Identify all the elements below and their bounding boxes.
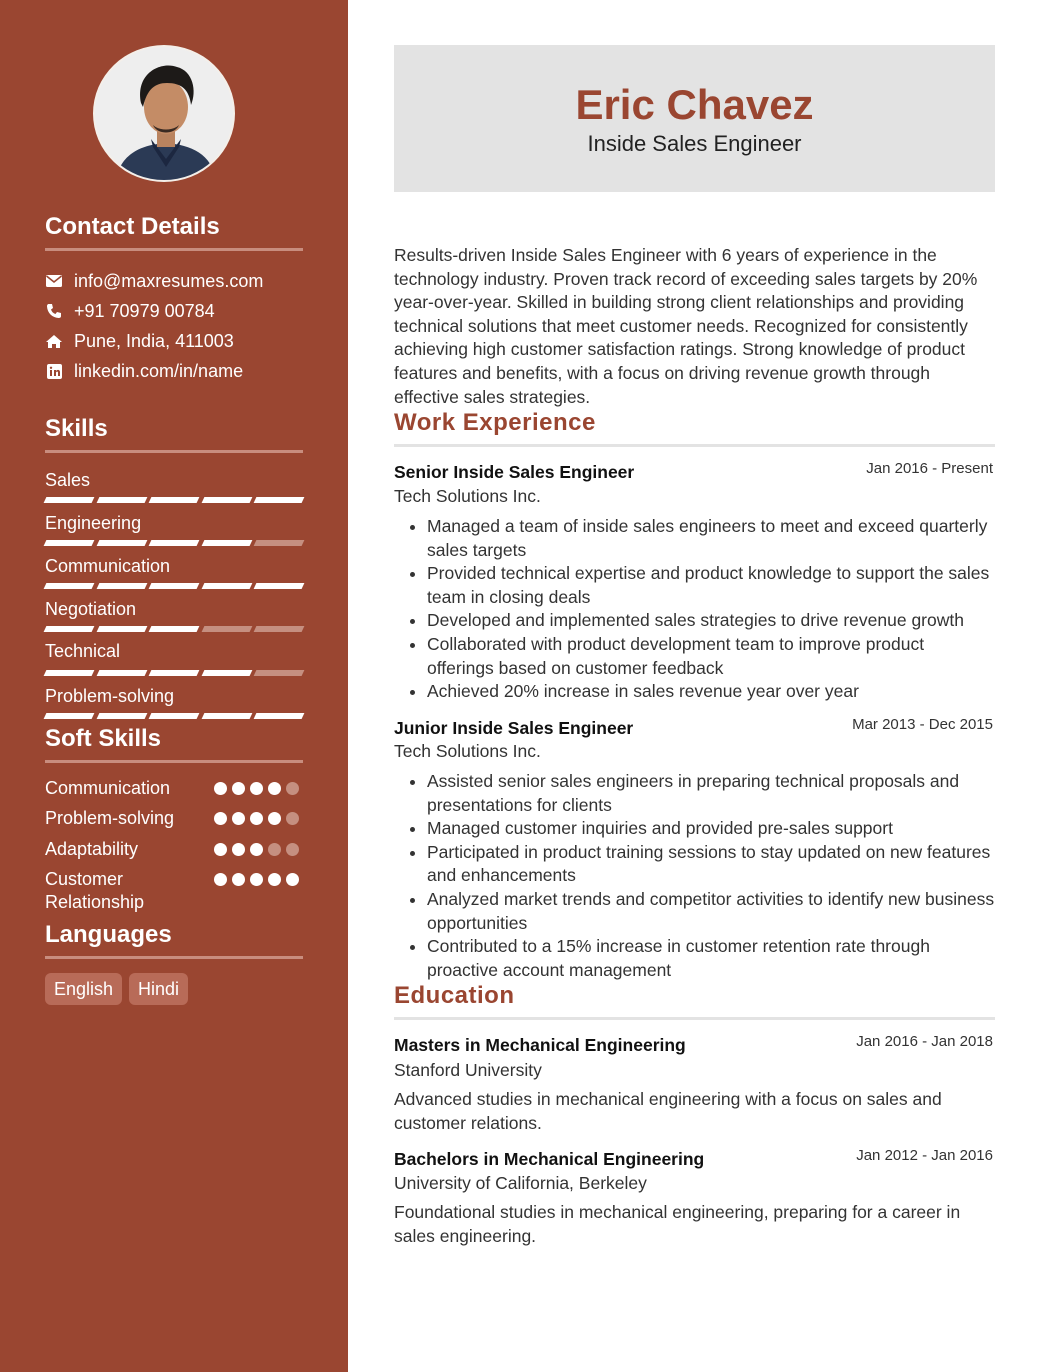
rating-dot [268,812,281,825]
skill-segment [201,540,251,546]
skill-bar [45,713,303,719]
job-title: Junior Inside Sales Engineer [394,718,634,738]
contact-email[interactable] [45,270,263,292]
skill-label: Technical [45,641,121,661]
candidate-name: Eric Chavez [575,81,814,128]
job-bullet: • Assisted senior sales engineers in preparing technical proposals and presentations for clients [427,770,995,817]
job-bullet: • Provided technical expertise and product knowledge to support the sales team in closing deals [427,562,995,609]
skill-segment [149,540,199,546]
rating-dot [232,873,245,886]
soft-skill-label: Customer Relationship [45,869,145,912]
contact-heading: Contact Details [45,212,303,251]
rating-dot [214,843,227,856]
rating-dot [214,812,227,825]
skill-segment [96,713,146,719]
skill-bar [45,540,303,546]
edu-dates: Jan 2012 - Jan 2016 [856,1147,993,1164]
skill-label: Negotiation [45,599,137,619]
skill-segment [44,540,94,546]
edu-degree: Bachelors in Mechanical Engineering [394,1149,705,1169]
avatar [93,45,235,182]
edu-degree: Masters in Mechanical Engineering [394,1035,686,1055]
soft-skill-rating [214,812,299,825]
contact-email-text: info@maxresumes.com [74,270,264,291]
skill-bar [45,670,303,676]
skill-segment [44,583,94,589]
soft-skill-label: Communication [45,778,171,798]
contact-phone-text: +91 70979 00784 [74,300,215,321]
contact-address [45,330,234,352]
skill-segment [149,670,199,676]
skill-label: Communication [45,556,171,576]
edu-school: Stanford University [394,1060,542,1080]
skill-label: Engineering [45,513,142,533]
soft-skills-heading: Soft Skills [45,724,303,763]
soft-skill-rating [214,843,299,856]
skill-segment [149,626,199,632]
rating-dot [232,812,245,825]
rating-dot [268,873,281,886]
rating-dot [232,843,245,856]
edu-description: Advanced studies in mechanical engineering with a focus on sales and customer relations. [394,1089,942,1133]
rating-dot [286,812,299,825]
work-experience-heading: Work Experience [394,408,995,447]
skill-segment [149,497,199,503]
skill-label: Sales [45,470,91,490]
rating-dot [268,843,281,856]
job-bullet: • Managed customer inquiries and provided pre-sales support [427,817,995,841]
sidebar [0,0,348,1372]
rating-dot [250,843,263,856]
job-bullets [394,770,995,982]
skill-segment [149,713,199,719]
job-bullet: • Managed a team of inside sales engineers to meet and exceed quarterly sales targets [427,515,995,562]
soft-skill-rating [214,873,299,886]
job-bullet: • Analyzed market trends and competitor activities to identify new business opportunities [427,888,995,935]
skill-segment [201,583,251,589]
skill-segment [149,583,199,589]
skill-segment [44,670,94,676]
skill-segment [44,497,94,503]
job-bullet: • Contributed to a 15% increase in customer retention rate through proactive account management [427,935,995,982]
candidate-title: Inside Sales Engineer [587,131,802,156]
skill-segment [254,583,304,589]
skill-segment [96,497,146,503]
contact-phone[interactable] [45,300,215,322]
skill-bar [45,583,303,589]
job-bullet: • Collaborated with product development team to improve product offerings based on customer feedback [427,633,995,680]
language-tag: English [45,973,122,1005]
skill-segment [254,713,304,719]
skill-bar [45,626,303,632]
job-dates: Mar 2013 - Dec 2015 [852,716,993,733]
skill-segment [96,583,146,589]
phone-icon [45,302,63,320]
rating-dot [286,873,299,886]
skill-segment [44,713,94,719]
name-header [394,45,995,192]
languages-heading: Languages [45,920,303,959]
job-bullets [394,515,995,704]
contact-linkedin-text: linkedin.com/in/name [74,360,244,381]
rating-dot [214,873,227,886]
education-heading: Education [394,981,995,1020]
contact-address-text: Pune, India, 411003 [74,330,234,351]
job-dates: Jan 2016 - Present [866,460,993,477]
home-icon [45,332,63,350]
rating-dot [268,782,281,795]
job-title: Senior Inside Sales Engineer [394,462,635,482]
soft-skill-label: Problem-solving [45,808,175,828]
edu-description: Foundational studies in mechanical engineering, preparing for a career in sales engineering. [394,1202,961,1246]
contact-linkedin[interactable] [45,360,243,382]
skill-segment [201,497,251,503]
skill-segment [254,626,304,632]
skill-segment [201,626,251,632]
skills-heading: Skills [45,414,303,453]
rating-dot [250,782,263,795]
job-company: Tech Solutions Inc. [394,741,541,761]
profile-photo [95,47,235,182]
soft-skill-label: Adaptability [45,839,139,859]
job-bullet: • Achieved 20% increase in sales revenue year over year [427,680,995,704]
rating-dot [214,782,227,795]
rating-dot [232,782,245,795]
skill-segment [254,540,304,546]
job-bullet: • Participated in product training sessions to stay updated on new features and enhancements [427,841,995,888]
profile-summary: Results-driven Inside Sales Engineer with 6 years of experience in the technology industry. Proven track record of exceeding sales targets by 20% year-over-year. Skilled in building strong client relationships and providing technical solutions that meet customer needs. Recognized for consistently achieving high customer satisfaction ratings. Strong knowledge of product features and benefits, with a focus on driving revenue growth through effective sales strategies. [394,245,978,407]
skill-bar [45,497,303,503]
rating-dot [286,843,299,856]
rating-dot [286,782,299,795]
envelope-icon [45,272,63,290]
skill-segment [96,670,146,676]
job-company: Tech Solutions Inc. [394,486,541,506]
skill-segment [96,626,146,632]
edu-school: University of California, Berkeley [394,1173,647,1193]
edu-dates: Jan 2016 - Jan 2018 [856,1033,993,1050]
linkedin-icon [45,362,63,380]
skill-segment [201,670,251,676]
skill-segment [254,670,304,676]
language-tag: Hindi [129,973,188,1005]
skill-label: Problem-solving [45,686,175,706]
rating-dot [250,873,263,886]
skill-segment [44,626,94,632]
skill-segment [96,540,146,546]
soft-skill-rating [214,782,299,795]
skill-segment [254,497,304,503]
job-bullet: • Developed and implemented sales strategies to drive revenue growth [427,609,995,633]
skill-segment [201,713,251,719]
rating-dot [250,812,263,825]
